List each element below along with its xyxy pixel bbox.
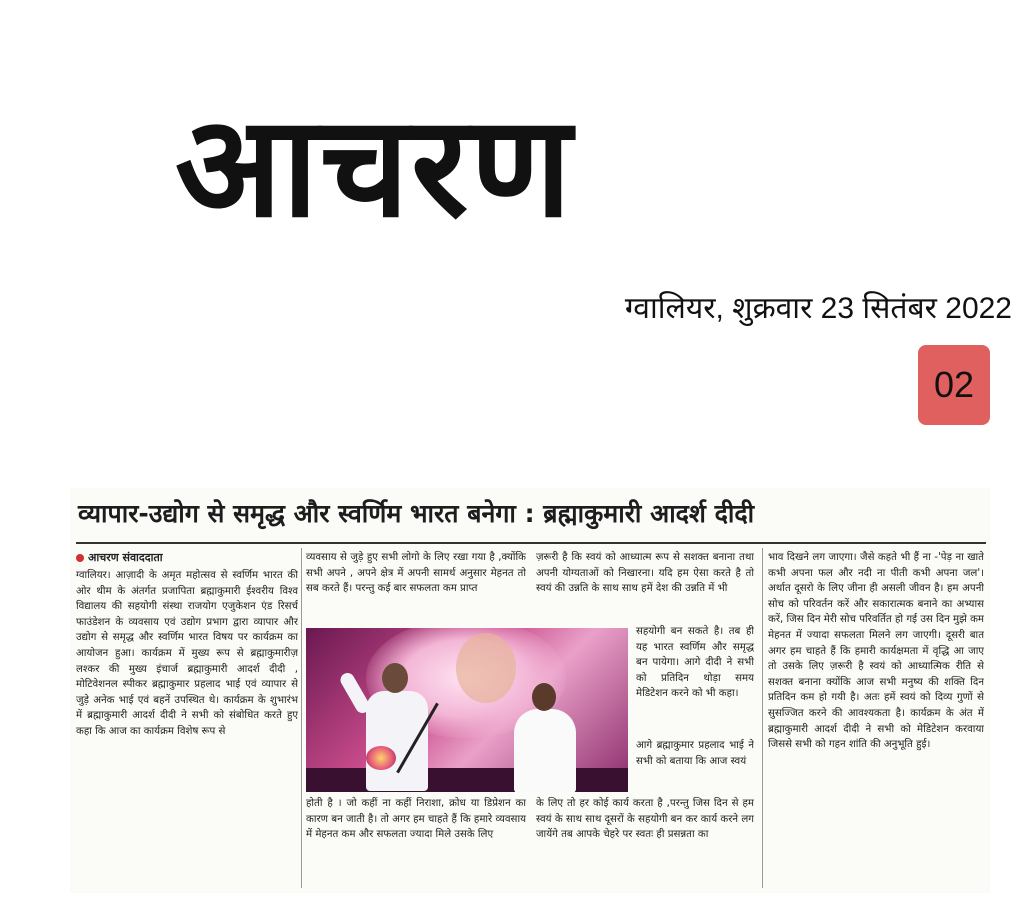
article-column-2-bottom: होती है । जो कहीं ना कहीं निराशा, क्रोध या डिप्रेशन का कारण बन जाती है। तो अगर हम चाहते हैं कि हमारे व्यवसाय में मेहनत कम और सफलता ज्यादा मिले उसके लिए [306, 798, 526, 841]
article-column-3-top: ज़रूरी है कि स्वयं को आध्यात्म रूप से सशक्त बनाना तथा अपनी योग्यताओं को निखारना। यदि हम ऐसा करते है तो स्वयं की उन्नति के साथ साथ हमें देश की उन्नति में भी [536, 552, 754, 595]
article-headline: व्यापार-उद्योग से समृद्ध और स्वर्णिम भारत बनेगा : ब्रह्माकुमारी आदर्श दीदी [78, 499, 755, 528]
speaker-body [366, 691, 428, 791]
column-divider [301, 548, 302, 888]
article-byline [76, 550, 163, 565]
page-number-badge: 02 [918, 345, 990, 425]
article-column-4: भाव दिखने लग जाएगा। जैसे कहते भी हैं ना -'पेड़ ना खाते कभी अपना फल और नदी ना पीती कभी अपना जल'। अर्थात दूसरो के लिए जीना ही असली जीवन है। हम अपनी सोच को परिवर्तन करें और सकारात्मक बनाने का अभ्यास करें, जिस दिन मेरी सोच परिवर्तित हो गई उस दिन मुझे कम मेहनत में ज्यादा सफलता मिलने लग जाएगी। दूसरी बात अगर हम चाहते हैं कि हमारी कार्यक्षमता में वृद्धि आ जाए तो उसके लिए ज़रूरी है स्वयं को आध्यात्मिक रीति से सशक्त बनाना क्योंकि आज सभी मनुष्य की शक्ति दिन प्रतिदिन कम हो गयी है। अतः हमें स्वयं को दिव्य गुणों से सुसज्जित करने की आवश्यकता है। कार्यक्रम के अंत में ब्रह्माकुमारी आदर्श दीदी ने सभी को मेडिटेशन करवाया जिससे सभी को गहन शांति की अनुभूति हुई। [768, 552, 984, 751]
event-photo [306, 628, 628, 792]
article-column-1: ग्वालियर। आज़ादी के अमृत महोत्सव से स्वर्णिम भारत की ओर थीम के अंतर्गत प्रजापिता ब्रह्माकुमारी ईश्वरीय विश्व विद्यालय की सहयोगी संस्था राजयोग एजुकेशन एंड रिसर्च फाउंडेशन के व्यवसाय एवं उद्योग प्रभाग द्वारा व्यापार और उद्योग से समृद्ध और स्वर्णिम भारत विषय पर कार्यक्रम का आयोजन हुआ। कार्यक्रम में मुख्य रूप से ब्रह्माकुमारीज़ लश्कर की मुख्य इंचार्ज ब्रह्माकुमारी आदर्श दीदी , मोटिवेशनल स्पीकर ब्रह्माकुमार प्रहलाद भाई एवं व्यापार से जुड़े अनेक भाई एवं बहनें उपस्थित थे। कार्यक्रम के शुभारंभ में ब्रह्माकुमारी आदर्श दीदी ने सभी को संबोधित करते हुए कहा कि आज का कार्यक्रम विशेष रूप से [76, 570, 298, 737]
didi-body [514, 709, 576, 792]
article-column-3-mid: सहयोगी बन सकते है। तब ही यह भारत स्वर्णिम और समृद्ध बन पायेगा। आगे दीदी ने सभी को प्रतिदिन थोड़ा समय मेडिटेशन करने को भी कहा। [636, 626, 754, 700]
flower-bouquet [366, 746, 396, 770]
didi-head [532, 683, 556, 711]
column-divider [762, 548, 763, 888]
photo-didi-figure [506, 683, 581, 792]
news-clipping [70, 488, 990, 893]
speaker-head [382, 663, 408, 693]
byline-text: आचरण संवाददाता [88, 551, 163, 564]
article-column-3-mid2: आगे ब्रह्माकुमार प्रहलाद भाई ने सभी को बताया कि आज स्वयं [636, 740, 754, 767]
dateline: ग्वालियर, शुक्रवार 23 सितंबर 2022 [624, 292, 1012, 325]
newspaper-masthead: आचरण [175, 86, 574, 249]
headline-divider [76, 542, 986, 544]
byline-bullet-icon [76, 554, 84, 562]
article-column-2-top: व्यवसाय से जुड़े हुए सभी लोगो के लिए रखा गया है ,क्योंकि सभी अपने , अपने क्षेत्र में अपनी सामर्थ अनुसार मेहनत तो सब करते हैं। परन्तु कई बार सफलता कम प्राप्त [306, 552, 526, 595]
article-column-3-bottom: के लिए तो हर कोई कार्य करता है ,परन्तु जिस दिन से हम स्वयं के साथ साथ दूसरों के सहयोगी बन कर कार्य करने लग जायेंगे तब आपके चेहरे पर स्वतः ही प्रसन्नता का [536, 798, 754, 841]
